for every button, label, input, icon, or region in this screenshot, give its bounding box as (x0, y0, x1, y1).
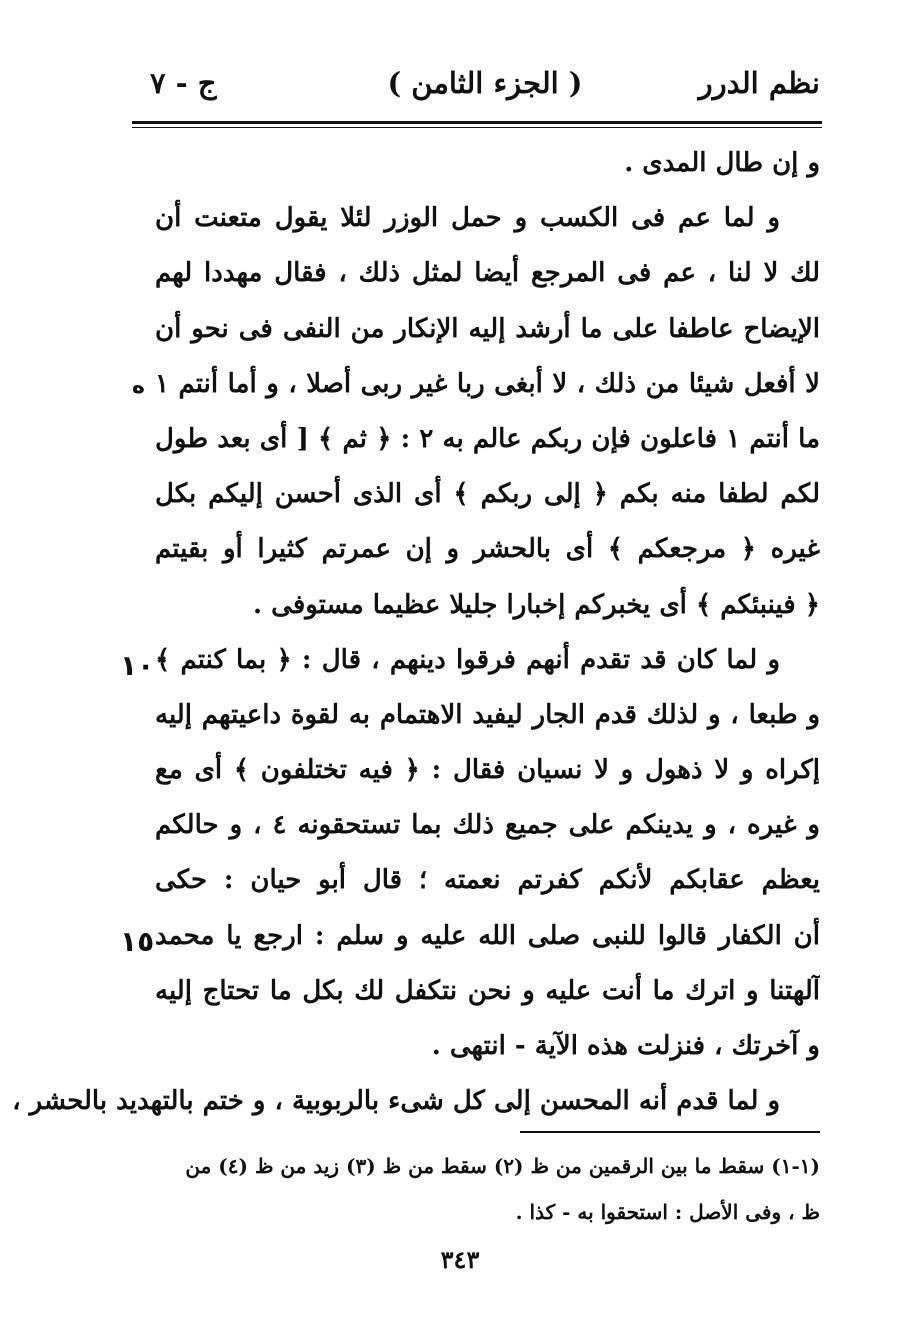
footnote-line: (١-١) سقط ما بين الرقمين من ظ (٢) سقط من ظ (٣) زيد من ظ (٤) من (185, 1154, 820, 1178)
text-line: الإيضاح عاطفا على ما أرشد إليه الإنكار من النفى فى نحو أن (155, 313, 820, 344)
text-line: ﴿ فينبئكم ﴾ أى يخبركم إخبارا جليلا عظيما مستوفى . (253, 589, 820, 620)
page-number: ٣٤٣ (440, 1245, 480, 1274)
text-line: و لما عم فى الكسب و حمل الوزر لئلا يقول متعنت أن (155, 203, 780, 234)
text-line: لك لا لنا ، عم فى المرجع أيضا لمثل ذلك ، فقال مهددا لهم (155, 258, 820, 289)
text-line: و آخرتك ، فنزلت هذه الآية - انتهى . (431, 1031, 820, 1061)
text-line: و لما قدم أنه المحسن إلى كل شىء بالربوبية ، و ختم بالتهديد بالحشر ، (12, 1086, 780, 1117)
running-header (150, 66, 820, 110)
footnote-line: ظ ، وفى الأصل : استحقوا به - كذا . (515, 1200, 820, 1224)
text-line: و إن طال المدى . (624, 148, 820, 178)
text-line: غيره ﴿ مرجعكم ﴾ أى بالحشر و إن عمرتم كثيرا أو بقيتم (155, 534, 820, 565)
text-line: لا أفعل شيئا من ذلك ، لا أبغى ربا غير ربى أصلا ، و أما أنتم ١ (155, 368, 820, 399)
text-line: أن الكفار قالوا للنبى صلى الله عليه و سلم : ارجع يا محمد (155, 920, 820, 951)
text-line: يعظم عقابكم لأنكم كفرتم نعمته ؛ قال أبو حيان : حكى (155, 865, 820, 896)
text-line: ما أنتم ١ فاعلون فإن ربكم عالم به ٢ : ﴿ ثم ﴾ [ أى بعد طول (155, 423, 820, 454)
volume-label: ج - ٧ (150, 66, 217, 100)
text-line: آلهتنا و اترك ما أنت عليه و نحن نتكفل لك بكل ما تحتاج إليه (155, 975, 820, 1006)
footnotes (155, 1143, 820, 1235)
text-line: و غيره ، و يدينكم على جميع ذلك بما تستحقونه ٤ ، و حالكم (155, 810, 820, 841)
margin-line-number: ١٠ (120, 649, 155, 682)
text-line: لكم لطفا منه بكم ﴿ إلى ربكم ﴾ أى الذى أحسن إليكم بكل (155, 479, 820, 510)
margin-line-number: ه (132, 374, 145, 399)
text-line: و لما كان قد تقدم أنهم فرقوا دينهم ، قال : ﴿ بما كنتم ﴾ (155, 644, 780, 675)
margin-line-number: ١٥ (120, 925, 155, 958)
header-rule-thin (132, 127, 822, 128)
text-line: إكراه و لا ذهول و لا نسيان فقال : ﴿ فيه تختلفون ﴾ أى مع (155, 755, 820, 786)
footnote-separator (520, 1131, 820, 1133)
part-label: ( الجزء الثامن ) (387, 66, 583, 100)
text-line: و طبعا ، و لذلك قدم الجار ليفيد الاهتمام به لقوة داعيتهم إليه (155, 699, 820, 730)
header-rule-thick (132, 121, 822, 124)
book-title: نظم الدرر (698, 66, 820, 100)
